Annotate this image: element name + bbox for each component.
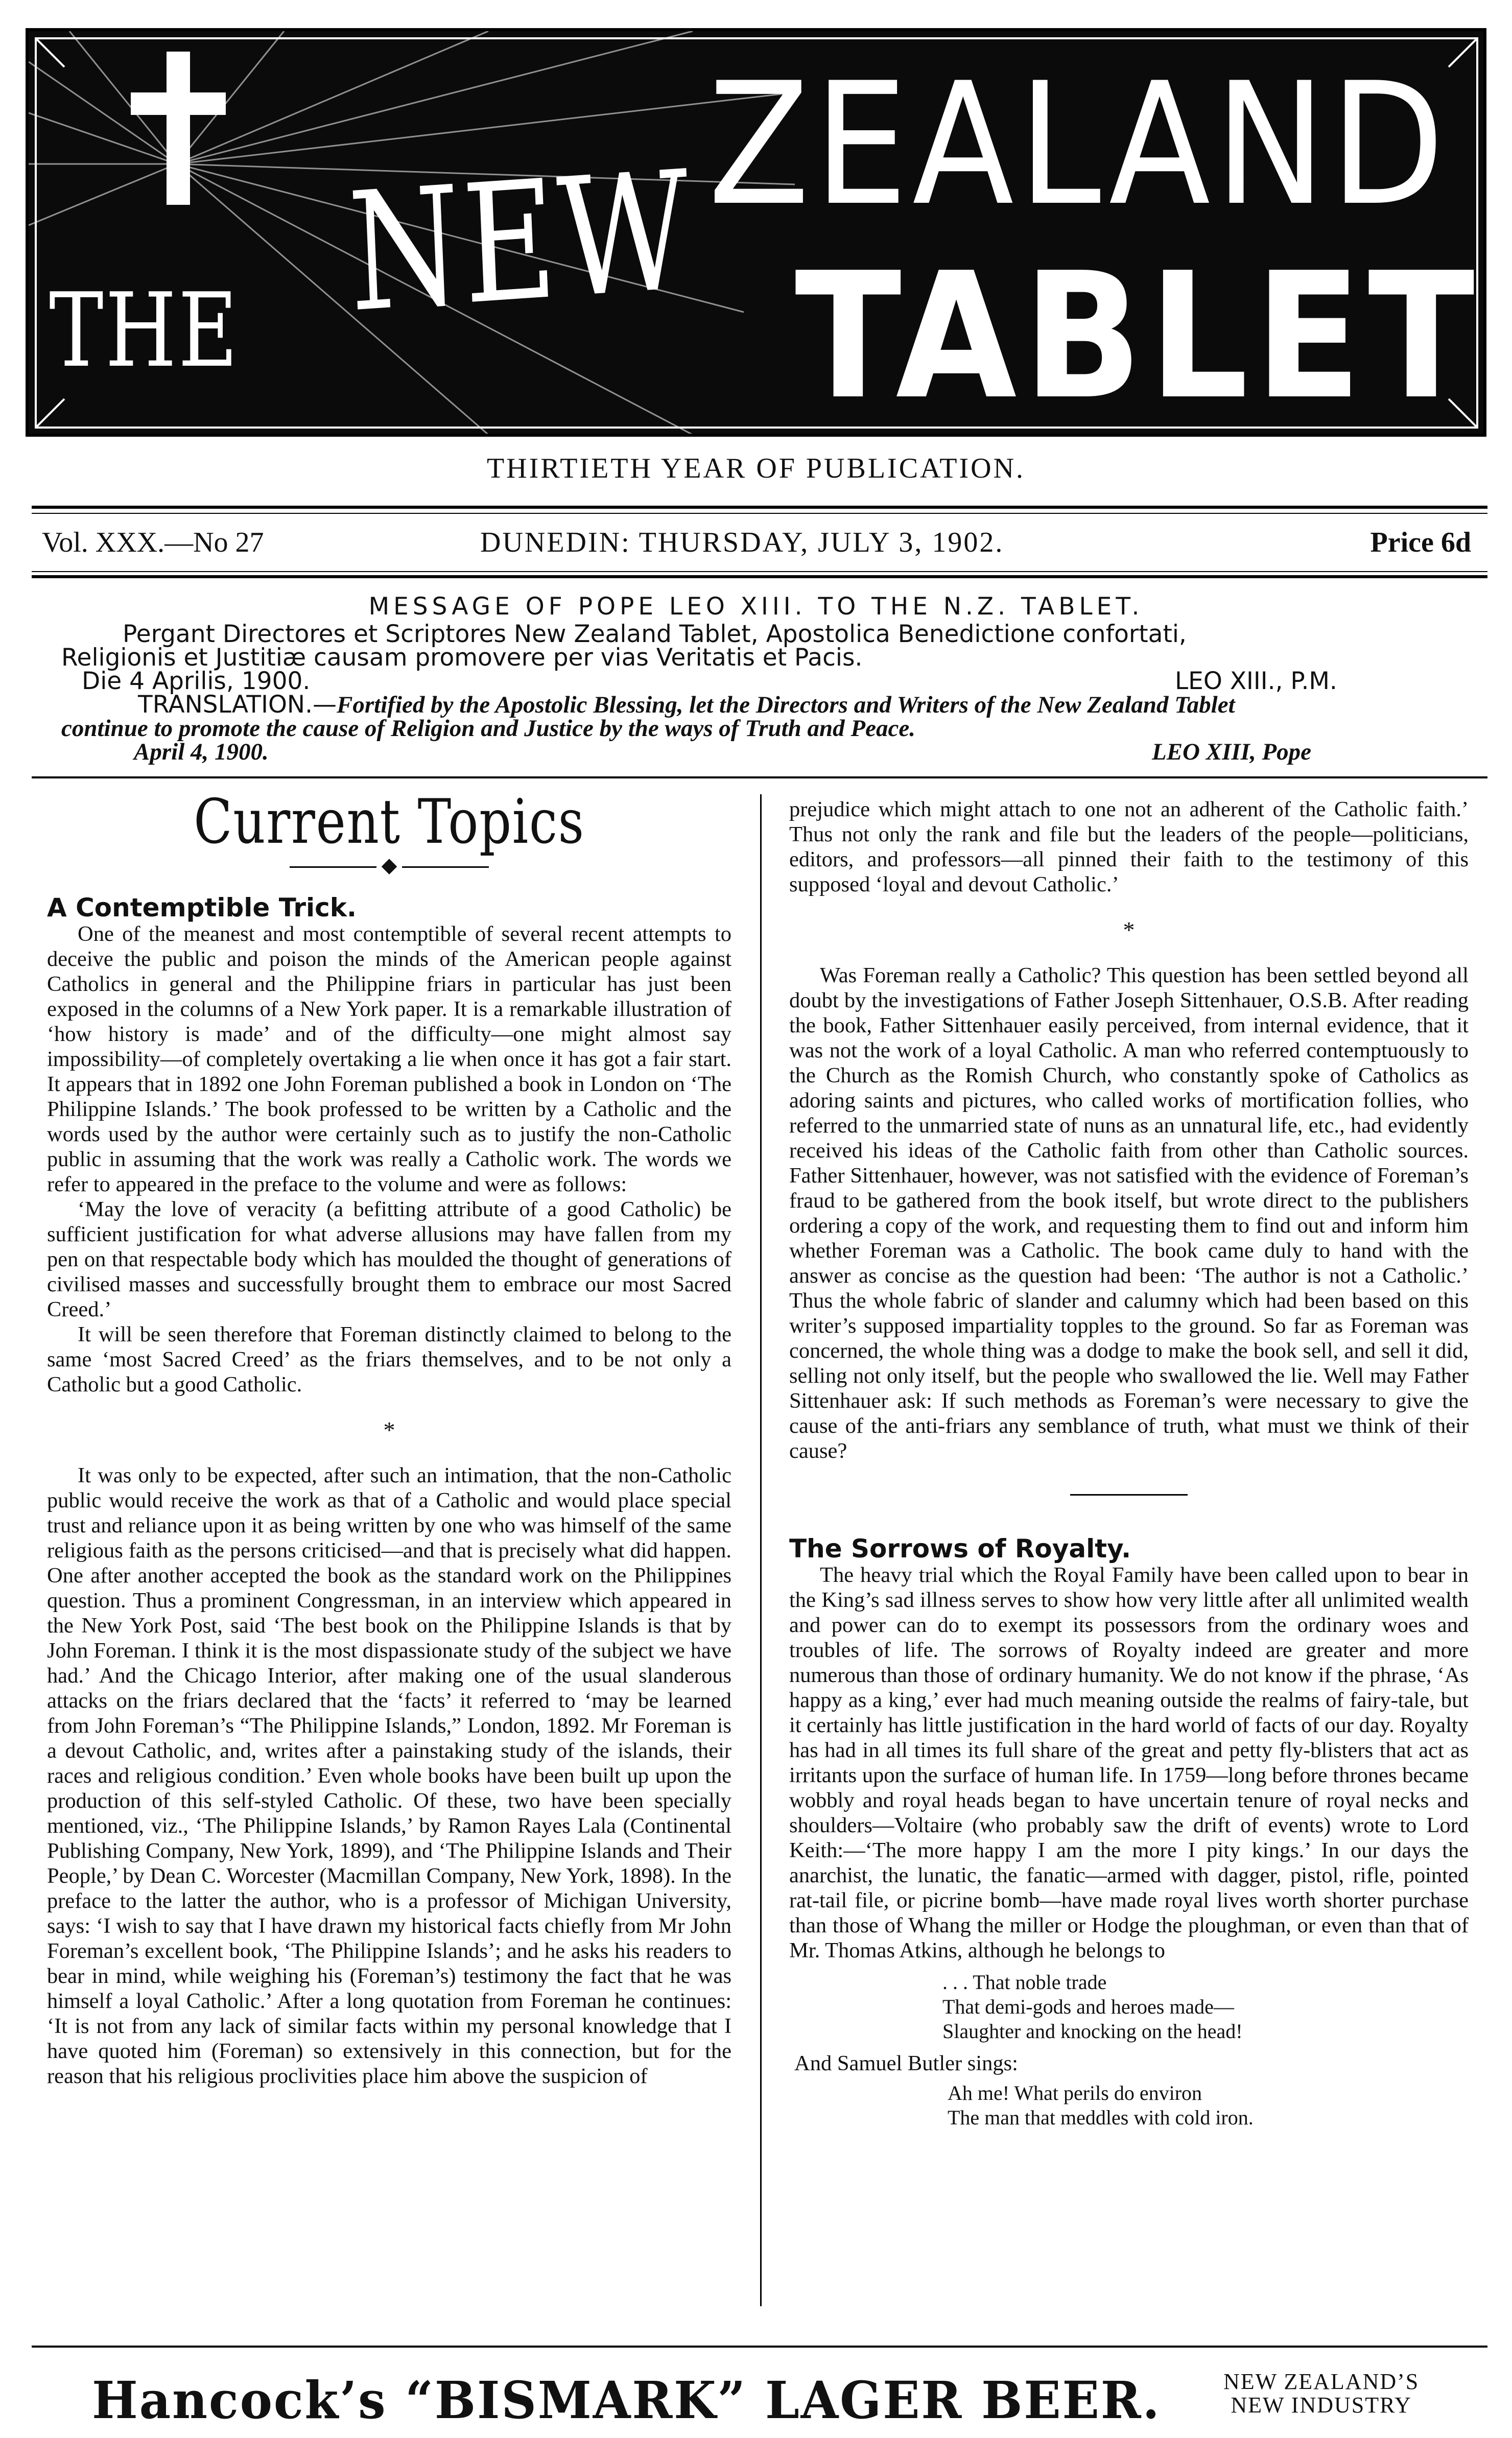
latin-signature: LEO XIII., P.M. [1175, 667, 1337, 695]
verse-line-1: . . . That noble trade [942, 1971, 1107, 1994]
rule-below-message [32, 776, 1487, 778]
paragraph-right-3: The heavy trial which the Royal Family have been called upon to bear in the King’s sad illness serves to show how very little after all unlimited wealth and power can do to exempt its possessors from the ordinary woes and troubles of life. The sorrows of Royalty indeed are greater and more numerous than those of ordinary humanity. We do not know if the phrase, ‘As happy as a king,’ ever had much meaning outside the realms of fairy-tale, but it certainly has little justification in the hard world of facts of our day. Royalty has had in all times its full share of the great and petty fly-blisters that act as irritants upon the surface of human life. In 1759—long before thrones became wobbly and royal heads began to have uncertain tenure of royal necks and shoulders—Voltaire (who probably saw the drift of events) wrote to Lord Keith:—‘The more happy I am the more I pity kings.’ In our days the anarchist, the lunatic, the fanatic—armed with dagger, pistol, rifle, pointed rat-tail file, or picrine bomb—have made royal lives worth shorter purchase than those of Whang the miller or Hodge the ploughman, or even than that of Mr. Thomas Atkins, although he belongs to [789, 1563, 1469, 1962]
footer-rule [32, 2346, 1487, 2348]
translation-line-2: continue to promote the cause of Religion and Justice by the ways of Truth and Peace. [61, 715, 915, 742]
paragraph-left-1: One of the meanest and most contemptible of several recent attempts to deceive the public and poison the minds of the American people against Catholics in general and the Philippine friars in particular has just been exposed in the columns of a New York paper. It is a remarkable illustration of ‘how history is made’ and of the difficulty—one might almost say impossibility—of completely overtaking a lie when once it has got a fair start. It appears that in 1892 one John Foreman published a book in London on ‘The Philippine Islands.’ The book professed to be written by a Catholic and the words used by the author were certainly such as to justify the non-Catholic public in assuming that the work was really a Catholic work. The words we refer to appeared in the preface to the volume and were as follows: [47, 922, 731, 1196]
verse-block-2 [948, 2081, 1469, 2130]
paragraph-left-2: ‘May the love of veracity (a befitting attribute of a good Catholic) be sufficient justification for what adverse allusions may have fallen from my pen on that respectable body which has moulded the thought of generations of civilised masses and successfully brought them to embrace our most Sacred Creed.’ [47, 1197, 731, 1321]
verse-line-5: The man that meddles with cold iron. [948, 2106, 1254, 2129]
rule-mid-thin [32, 571, 1487, 572]
footer-side-note [1223, 2370, 1419, 2417]
masthead-tablet: TABLET [795, 235, 1481, 437]
verse-line-3: Slaughter and knocking on the head! [942, 2020, 1243, 2043]
section-star-right: * [1123, 917, 1135, 943]
verse-line-4: Ah me! What perils do environ [948, 2081, 1202, 2104]
subhead-sorrows-of-royalty: The Sorrows of Royalty. [789, 1534, 1131, 1564]
latin-line-1: Pergant Directores et Scriptores New Zealand Tablet, Apostolica Benedictione confortati, [123, 620, 1187, 648]
translation-text-1: Fortified by the Apostolic Blessing, let the Directors and Writers of the New Zealand Tablet [337, 692, 1235, 718]
translation-date: April 4, 1900. [134, 739, 269, 765]
publication-year: THIRTIETH YEAR OF PUBLICATION. [486, 453, 1026, 484]
verse-block-1 [942, 1970, 1469, 2044]
footer-advertisement: Hancock’s “BISMARK” LAGER BEER. [92, 2370, 1161, 2430]
verse-line-2: That demi-gods and heroes made— [942, 1995, 1234, 2018]
translation-label: TRANSLATION.— [138, 691, 337, 719]
pope-message-title: MESSAGE OF POPE LEO XIII. TO THE N.Z. TABLET. [368, 593, 1144, 621]
section-title-current-topics: Current Topics [194, 787, 585, 858]
subhead-contemptible-trick: A Contemptible Trick. [47, 893, 357, 922]
paragraph-left-4: It was only to be expected, after such an intimation, that the non-Catholic public would receive the work as that of a Catholic and would place special trust and reliance upon it as being written by one who was himself of the same religious faith as the persons criticised—and that is precisely what did happen. One after another accepted the book as the standard work on the Philippines question. Thus a prominent Congressman, in an interview which appeared in the New York Post, said ‘The best book on the Philippine Islands is that by John Foreman. I think it is the most dispassionate study of the subject we have had.’ And the Chicago Interior, after making one of the usual slanderous attacks on the friars declared that the ‘facts’ it referred to ‘may be learned from John Foreman’s “The Philippine Islands,” London, 1892. Mr Foreman is a devout Catholic, and, writes after a painstaking study of the islands, their races and religious condition.’ Even whole books have been built up upon the production of this self-styled Catholic. Of these, two have been specially mentioned, viz., ‘The Philippine Islands,’ by Ramon Rayes Lala (Continental Publishing Company, New York, 1899), and ‘The Philippine Islands and Their People,’ by Dean C. Worcester (Macmillan Company, New York, 1898). In the preface to the latter the author, who is a professor of Michigan University, says: ‘I wish to say that I have drawn my historical facts chiefly from Mr John Foreman’s excellent book, ‘The Philippine Islands’; and he asks his readers to bear in mind, while weighing his (Foreman’s) testimony the fact that he was himself a loyal Catholic.’ After a long quotation from Foreman he continues: ‘It is not from any lack of similar facts within my personal knowledge that I have quoted him (Foreman) so extensively in this connection, but for the reason that his religious proclivities place him above the suspicion of [47, 1463, 731, 2088]
right-column [789, 797, 1469, 2130]
issue-price: Price 6d [1370, 527, 1471, 558]
issue-date: DUNEDIN: THURSDAY, JULY 3, 1902. [480, 527, 1004, 558]
latin-date: Die 4 Aprilis, 1900. [82, 667, 311, 695]
rule-mid [32, 575, 1487, 578]
masthead [26, 28, 1486, 437]
rule-top [32, 506, 1487, 509]
paragraph-right-2: Was Foreman really a Catholic? This question has been settled beyond all doubt by the investigations of Father Joseph Sittenhauer, O.S.B. After reading the book, Father Sittenhauer easily perceived, from internal evidence, that it was not the work of a loyal Catholic. A man who referred contemptuously to the Church as the Romish Church, who constantly spoke of Catholics as adoring saints and pictures, who called works of mortification follies, who referred to the unmarried state of nuns as an unnatural life, etc., had evidently received his ideas of the Catholic faith from other than Catholic sources. Father Sittenhauer, however, was not satisfied with the evidence of Foreman’s fraud to be gathered from the book itself, but wrote direct to the publishers ordering a copy of the work, and requesting them to find out and inform him whether Foreman was a Catholic. The book came duly to hand with the answer as concise as the question had been: ‘The author is not a Catholic.’ Thus the whole fabric of slander and calumny which had been based on this writer’s supposed impartiality topples to the ground. So far as Foreman was concerned, the whole thing was a dodge to make the book sell, and sell it did, selling not only itself, but the people who swallowed the lie. Well may Father Sittenhauer ask: If such methods as Foreman’s were necessary to give the cause of the anti-friars any semblance of truth, what must we think of their cause? [789, 963, 1469, 1463]
ornament-diamond-icon: ◆ [47, 853, 731, 878]
footer-side-line-1: NEW ZEALAND’S [1223, 2369, 1420, 2394]
rule-top-thin [32, 513, 1487, 514]
section-star: * [383, 1417, 395, 1443]
butler-intro: And Samuel Butler sings: [794, 2051, 1018, 2075]
translation-signature: LEO XIII, Pope [1152, 739, 1312, 765]
latin-line-2: Religionis et Justitiæ causam promovere per vias Veritatis et Pacis. [61, 644, 863, 672]
masthead-zealand: ZEALAND [708, 46, 1449, 243]
masthead-new: NEW [345, 135, 696, 349]
left-column [47, 787, 731, 2089]
masthead-the: THE [49, 271, 240, 390]
short-rule [1070, 1494, 1188, 1496]
footer-side-line-2: NEW INDUSTRY [1231, 2393, 1412, 2418]
volume-number: Vol. XXX.—No 27 [42, 527, 264, 558]
paragraph-right-1: prejudice which might attach to one not an adherent of the Catholic faith.’ Thus not only the rank and file but the leaders of the people—politicians, editors, and professors—all pinned their faith to the testimony of this supposed ‘loyal and devout Catholic.’ [789, 797, 1469, 896]
column-divider [760, 794, 762, 2306]
paragraph-left-3: It will be seen therefore that Foreman distinctly claimed to belong to the same ‘most Sacred Creed’ as the friars themselves, and to be not only a Catholic but a good Catholic. [47, 1322, 731, 1396]
